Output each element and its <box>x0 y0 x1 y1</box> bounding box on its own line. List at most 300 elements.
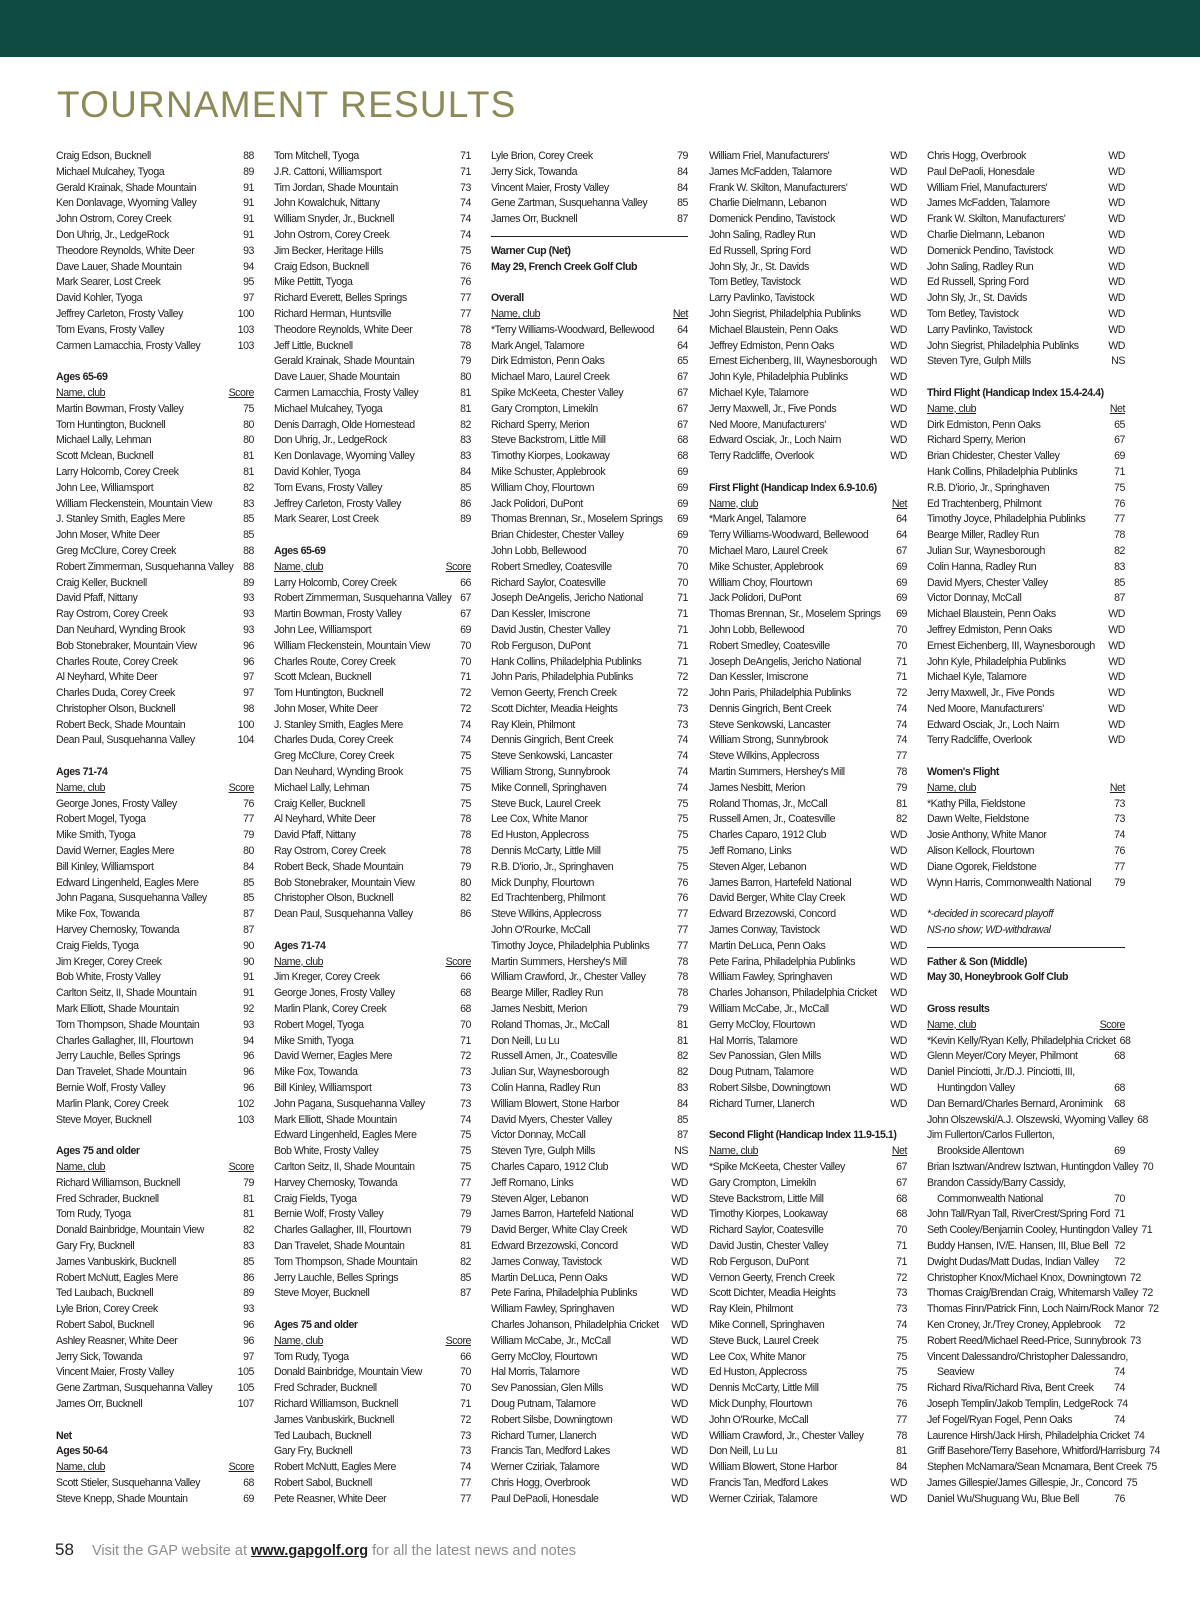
score-value: 68 <box>460 987 471 1000</box>
result-row <box>56 339 254 355</box>
score-value: 74 <box>896 702 907 715</box>
score-value: 76 <box>460 260 471 273</box>
player-name: John Siegrist, Philadelphia Publinks <box>709 307 861 320</box>
result-row <box>274 418 471 434</box>
result-row <box>491 986 688 1002</box>
player-name: Chris Hogg, Overbrook <box>491 1476 590 1489</box>
result-row <box>709 639 907 655</box>
player-name: Martin DeLuca, Penn Oaks <box>491 1271 608 1284</box>
player-name: *Kevin Kelly/Ryan Kelly, Philadelphia Cricket <box>927 1034 1116 1047</box>
score-value: WD <box>890 1034 907 1047</box>
result-row <box>927 244 1125 260</box>
player-name: William Strong, Sunnybrook <box>709 734 829 747</box>
score-value: WD <box>890 1492 907 1505</box>
result-row <box>927 449 1125 465</box>
result-row <box>56 1018 254 1034</box>
score-value: 75 <box>896 1382 907 1395</box>
result-row <box>927 1271 1141 1287</box>
result-row <box>56 860 254 876</box>
score-value: 79 <box>460 1208 471 1221</box>
result-row <box>491 323 688 339</box>
score-value: 72 <box>896 1271 907 1284</box>
result-row <box>56 686 254 702</box>
result-row <box>709 1350 907 1366</box>
player-name: David Justin, Chester Valley <box>491 623 611 636</box>
result-row <box>274 1492 471 1508</box>
result-row <box>56 560 254 576</box>
score-value: 82 <box>1114 544 1125 557</box>
column-header <box>274 1334 471 1350</box>
score-value: WD <box>671 1192 688 1205</box>
result-row <box>491 939 688 955</box>
player-name: William Blowert, Stone Harbor <box>491 1097 620 1110</box>
spacer <box>56 1413 254 1429</box>
result-row <box>56 244 254 260</box>
score-value: 91 <box>243 971 254 984</box>
player-name: Carlton Seitz, II, Shade Mountain <box>274 1161 415 1173</box>
result-row <box>491 812 688 828</box>
player-name: Mick Dunphy, Flourtown <box>491 876 594 889</box>
result-row <box>491 844 688 860</box>
result-row <box>709 686 907 702</box>
score-value: 84 <box>243 860 254 873</box>
player-name: Carmen Lamacchia, Frosty Valley <box>56 339 201 352</box>
score-value: 75 <box>677 845 688 858</box>
score-value: 96 <box>243 1318 254 1331</box>
score-value: 87 <box>243 908 254 921</box>
score-value: 70 <box>896 623 907 636</box>
heading-text: Father & Son (Middle) <box>927 955 1028 968</box>
player-name: Rob Ferguson, DuPont <box>491 639 591 652</box>
player-name: Gerald Krainak, Shade Mountain <box>56 181 197 194</box>
result-row <box>709 1223 907 1239</box>
score-value: 74 <box>1114 829 1125 842</box>
player-name: John Saling, Radley Run <box>709 228 816 241</box>
player-name: James Barron, Hartefeld National <box>491 1208 634 1221</box>
result-row <box>56 812 254 828</box>
player-name: Hank Collins, Philadelphia Publinks <box>491 655 642 668</box>
result-row <box>56 418 254 434</box>
player-name: Jerry Maxwell, Jr., Five Ponds <box>927 687 1055 700</box>
player-name: Werner Cziriak, Talamore <box>709 1492 818 1505</box>
score-header: Score <box>445 1334 471 1347</box>
player-name: Lyle Brion, Corey Creek <box>491 150 593 162</box>
score-value: WD <box>890 323 907 336</box>
score-value: 81 <box>677 1018 688 1031</box>
result-row <box>927 1444 1160 1460</box>
score-value: 80 <box>460 371 471 384</box>
result-row <box>274 797 471 813</box>
score-value: 89 <box>460 513 471 526</box>
result-row <box>927 212 1125 228</box>
score-value: 107 <box>237 1397 254 1410</box>
result-row <box>56 702 254 718</box>
player-name: Mark Searer, Lost Creek <box>274 513 379 526</box>
score-value: 83 <box>677 1082 688 1095</box>
score-value: WD <box>890 1018 907 1031</box>
player-name: Jeffrey Carleton, Frosty Valley <box>274 497 401 510</box>
player-name: John Moser, White Deer <box>274 702 378 715</box>
result-row <box>274 1413 471 1429</box>
result-row <box>491 370 688 386</box>
result-row <box>709 1239 907 1255</box>
player-name: Craig Fields, Tyoga <box>56 939 139 952</box>
player-name: Joseph DeAngelis, Jericho National <box>709 655 861 668</box>
player-name: Ed Huston, Applecross <box>491 829 589 842</box>
result-row <box>56 828 254 844</box>
score-value: 74 <box>460 213 471 226</box>
player-name: James McFadden, Talamore <box>709 165 832 178</box>
result-row <box>927 512 1125 528</box>
column-header <box>927 781 1125 797</box>
result-row <box>927 1476 1138 1492</box>
result-row <box>927 418 1125 434</box>
result-row <box>274 1239 471 1255</box>
player-name: Edward Lingenheld, Eagles Mere <box>274 1129 417 1142</box>
player-name: Glenn Meyer/Cory Meyer, Philmont <box>927 1050 1078 1063</box>
score-value: 79 <box>460 355 471 368</box>
score-value: 75 <box>677 813 688 826</box>
player-name: Ashley Reasner, White Deer <box>56 1334 178 1347</box>
score-value: WD <box>671 1287 688 1300</box>
score-value: 100 <box>237 718 254 731</box>
player-name: Denis Darragh, Olde Homestead <box>274 418 415 431</box>
score-value <box>1121 1065 1125 1081</box>
result-row <box>56 891 254 907</box>
result-row <box>927 497 1125 513</box>
score-value: 68 <box>1114 1082 1125 1095</box>
player-name: Jeff Little, Bucknell <box>274 339 353 352</box>
player-name: Sev Panossian, Glen Mills <box>491 1382 603 1395</box>
score-value: 68 <box>896 1192 907 1205</box>
score-value: WD <box>890 1066 907 1079</box>
result-row <box>927 1239 1125 1255</box>
score-value: 65 <box>1114 418 1125 431</box>
player-name: Ed Trachtenberg, Philmont <box>927 497 1042 510</box>
score-value: 103 <box>237 1113 254 1126</box>
result-row <box>491 686 688 702</box>
player-name: Scott Mclean, Bucknell <box>274 671 372 684</box>
player-name: John Siegrist, Philadelphia Publinks <box>927 339 1079 352</box>
score-value: 80 <box>460 876 471 889</box>
player-name: Pete Farina, Philadelphia Publinks <box>491 1287 638 1300</box>
score-value: 80 <box>243 418 254 431</box>
score-value: 79 <box>677 150 688 162</box>
result-row <box>274 670 471 686</box>
score-value: 74 <box>1114 1366 1125 1379</box>
result-row <box>491 623 688 639</box>
score-value <box>1121 923 1125 939</box>
score-value: WD <box>1108 339 1125 352</box>
player-name: William Fawley, Springhaven <box>709 971 833 984</box>
player-name: Robert Sabol, Bucknell <box>56 1318 154 1331</box>
result-row <box>491 1239 688 1255</box>
score-value: 79 <box>460 860 471 873</box>
result-row <box>274 576 471 592</box>
player-name: Gerry McCloy, Flourtown <box>709 1018 816 1031</box>
player-name: Mark Searer, Lost Creek <box>56 276 161 289</box>
score-value: WD <box>1108 639 1125 652</box>
result-row <box>491 560 688 576</box>
page-title: TOURNAMENT RESULTS <box>57 84 517 125</box>
result-row <box>709 891 907 907</box>
result-row <box>274 1034 471 1050</box>
result-row <box>491 607 688 623</box>
result-row <box>274 970 471 986</box>
player-name: Dennis Gingrich, Bent Creek <box>709 702 832 715</box>
result-row <box>274 1081 471 1097</box>
score-value: 75 <box>677 860 688 873</box>
score-value: 88 <box>243 560 254 573</box>
result-row <box>274 1255 471 1271</box>
player-name: Mike Schuster, Applebrook <box>491 465 606 478</box>
result-row <box>491 339 688 355</box>
result-row <box>274 686 471 702</box>
section-heading <box>274 939 471 955</box>
result-row <box>491 639 688 655</box>
player-name: Gene Zartman, Susquehanna Valley <box>56 1382 213 1395</box>
player-name: Vincent Dalessandro/Christopher Dalessandro, <box>927 1350 1128 1363</box>
score-value: 91 <box>243 213 254 226</box>
player-name: Don Neill, Lu Lu <box>709 1445 778 1458</box>
result-row <box>491 465 688 481</box>
player-name: Ned Moore, Manufacturers' <box>709 418 826 431</box>
score-value: WD <box>1108 307 1125 320</box>
result-row <box>56 1176 254 1192</box>
section-heading <box>927 1002 1125 1018</box>
result-row <box>491 1318 688 1334</box>
score-value: 77 <box>677 939 688 952</box>
player-name: Mark Angel, Talamore <box>491 339 585 352</box>
player-name: Richard Turner, Llanerch <box>491 1429 597 1442</box>
player-name: Richard Turner, Llanerch <box>709 1097 815 1110</box>
player-name: Tom Evans, Frosty Valley <box>56 323 164 336</box>
column-header <box>56 386 254 402</box>
score-value: 72 <box>460 1050 471 1063</box>
score-value: 77 <box>460 1476 471 1489</box>
score-value: 73 <box>896 1287 907 1300</box>
score-value: 71 <box>460 1034 471 1047</box>
score-value: 68 <box>677 434 688 447</box>
score-value: 68 <box>243 1476 254 1489</box>
score-value: 75 <box>1126 1476 1138 1489</box>
score-value: 81 <box>243 450 254 463</box>
score-value: 70 <box>896 639 907 652</box>
result-row <box>491 1334 688 1350</box>
result-row <box>491 670 688 686</box>
player-name: John Paris, Philadelphia Publinks <box>709 687 851 700</box>
result-row <box>927 165 1125 181</box>
result-row <box>927 623 1125 639</box>
player-name: Vincent Maier, Frosty Valley <box>56 1366 174 1379</box>
score-value: WD <box>671 1161 688 1173</box>
spacer <box>927 986 1125 1002</box>
score-value: 97 <box>243 671 254 684</box>
player-name: Martin Bowman, Frosty Valley <box>56 402 184 415</box>
result-row <box>274 196 471 212</box>
score-value: WD <box>1108 718 1125 731</box>
score-value: 93 <box>243 1018 254 1031</box>
result-row <box>709 1002 907 1018</box>
score-value: 71 <box>896 655 907 668</box>
result-row <box>274 1018 471 1034</box>
player-name: William Fleckenstein, Mountain View <box>274 639 430 652</box>
player-name: Dennis McCarty, Little Mill <box>709 1382 819 1395</box>
score-value: WD <box>890 892 907 905</box>
player-name: Victor Donnay, McCall <box>491 1129 586 1142</box>
player-name: Thomas Brennan, Sr., Moselem Springs <box>491 513 663 526</box>
results-column-2 <box>274 149 471 1508</box>
result-row <box>56 576 254 592</box>
score-value: 89 <box>243 1287 254 1300</box>
score-value: 88 <box>243 544 254 557</box>
score-value: WD <box>890 876 907 889</box>
player-name: Lee Cox, White Manor <box>709 1350 806 1363</box>
score-value: 73 <box>677 718 688 731</box>
result-row <box>709 1460 907 1476</box>
score-value: 82 <box>460 892 471 905</box>
score-value: WD <box>1108 276 1125 289</box>
result-row <box>491 1065 688 1081</box>
score-value: 70 <box>460 1366 471 1379</box>
score-value: 79 <box>460 1192 471 1205</box>
player-name: Ted Laubach, Bucknell <box>56 1287 154 1300</box>
result-row <box>274 275 471 291</box>
player-name: Gerald Krainak, Shade Mountain <box>274 355 415 368</box>
score-value <box>250 1429 254 1445</box>
result-row <box>491 418 688 434</box>
player-name: Domenick Pendino, Tavistock <box>927 244 1054 257</box>
result-row <box>927 260 1125 276</box>
player-name: Charles Route, Corey Creek <box>56 655 178 668</box>
player-name: Jack Polidori, DuPont <box>491 497 583 510</box>
player-name: John Sly, Jr., St. Davids <box>927 292 1027 305</box>
score-value: 72 <box>677 671 688 684</box>
result-row <box>927 1207 1125 1223</box>
name-club-header: Name, club <box>927 781 977 794</box>
result-row <box>56 1049 254 1065</box>
result-row <box>56 1223 254 1239</box>
score-value: 78 <box>677 971 688 984</box>
result-row <box>56 986 254 1002</box>
player-name: Fred Schrader, Bucknell <box>56 1192 159 1205</box>
result-row <box>709 1097 907 1113</box>
player-name: Ken Donlavage, Wyoming Valley <box>274 450 415 463</box>
result-row <box>491 1223 688 1239</box>
score-value: WD <box>1108 323 1125 336</box>
player-name: Frank W. Skilton, Manufacturers' <box>709 181 848 194</box>
player-name: James Nesbitt, Merion <box>709 781 805 794</box>
heading-text: Net <box>56 1429 72 1442</box>
column-header <box>927 1018 1125 1034</box>
player-name: Jim Becker, Heritage Hills <box>274 244 383 257</box>
player-name: William Crawford, Jr., Chester Valley <box>491 971 646 984</box>
score-value: 91 <box>243 228 254 241</box>
score-value: 85 <box>677 1113 688 1126</box>
score-value: 103 <box>237 323 254 336</box>
website-link[interactable]: www.gapgolf.org <box>251 1543 369 1559</box>
player-name: Greg McClure, Corey Creek <box>56 544 177 557</box>
score-value: 74 <box>1114 1413 1125 1426</box>
score-value: 73 <box>460 1082 471 1095</box>
result-row <box>491 528 688 544</box>
player-name: Hal Morris, Talamore <box>709 1034 798 1047</box>
score-value: 74 <box>896 734 907 747</box>
result-row <box>709 512 907 528</box>
spacer <box>927 749 1125 765</box>
player-name: Steve Wilkins, Applecross <box>709 750 820 763</box>
score-value: 64 <box>677 323 688 336</box>
score-value: WD <box>890 845 907 858</box>
player-name: David Myers, Chester Valley <box>491 1113 612 1126</box>
result-row <box>491 765 688 781</box>
result-row <box>927 1350 1128 1366</box>
score-value: 96 <box>243 639 254 652</box>
score-value: 75 <box>460 797 471 810</box>
player-name: Dean Paul, Susquehanna Valley <box>274 908 413 921</box>
score-value: 76 <box>1114 1492 1125 1505</box>
result-row <box>709 1018 907 1034</box>
name-club-header: Name, club <box>56 1461 106 1474</box>
score-value: 70 <box>896 1224 907 1237</box>
result-row <box>491 955 688 971</box>
result-row <box>927 844 1125 860</box>
result-row <box>491 497 688 513</box>
player-name: Paul DePaoli, Honesdale <box>927 165 1035 178</box>
score-value: NS <box>1111 355 1125 368</box>
score-value: 75 <box>677 797 688 810</box>
player-name: Mike Connell, Springhaven <box>491 781 607 794</box>
score-value: 67 <box>896 1161 907 1173</box>
score-value: 93 <box>243 1303 254 1316</box>
player-name: Theodore Reynolds, White Deer <box>56 244 195 257</box>
result-row <box>491 828 688 844</box>
score-value: 89 <box>243 576 254 589</box>
score-value: 72 <box>460 702 471 715</box>
player-name: Ray Klein, Philmont <box>709 1303 793 1316</box>
result-row <box>274 812 471 828</box>
result-row <box>927 607 1125 623</box>
result-row <box>56 907 254 923</box>
result-row <box>274 1429 471 1445</box>
player-name: Chris Hogg, Overbrook <box>927 150 1026 162</box>
result-row <box>56 1239 254 1255</box>
score-value: 71 <box>677 623 688 636</box>
score-value: 96 <box>243 655 254 668</box>
result-row <box>491 1302 688 1318</box>
player-name: Spike McKeeta, Chester Valley <box>491 386 624 399</box>
player-name: Charles Gallagher, III, Flourtown <box>56 1034 194 1047</box>
score-value: 71 <box>896 1239 907 1252</box>
player-name: William Blowert, Stone Harbor <box>709 1461 838 1474</box>
score-value: 74 <box>896 718 907 731</box>
score-value: 71 <box>677 608 688 621</box>
score-value: 88 <box>243 150 254 162</box>
player-name: Dave Lauer, Shade Mountain <box>274 371 400 384</box>
result-row <box>56 449 254 465</box>
score-value: 91 <box>243 987 254 1000</box>
score-value: 77 <box>1114 513 1125 526</box>
player-name: Timothy Joyce, Philadelphia Publinks <box>491 939 650 952</box>
result-row <box>491 149 688 165</box>
result-row <box>274 1207 471 1223</box>
player-name: Laurence Hirsh/Jack Hirsh, Philadelphia Cricket <box>927 1429 1130 1442</box>
score-header: Net <box>672 307 688 320</box>
player-name: Michael Maro, Laurel Creek <box>491 371 610 384</box>
player-name: Jerry Maxwell, Jr., Five Ponds <box>709 402 837 415</box>
result-row <box>56 970 254 986</box>
result-row <box>927 1097 1125 1113</box>
